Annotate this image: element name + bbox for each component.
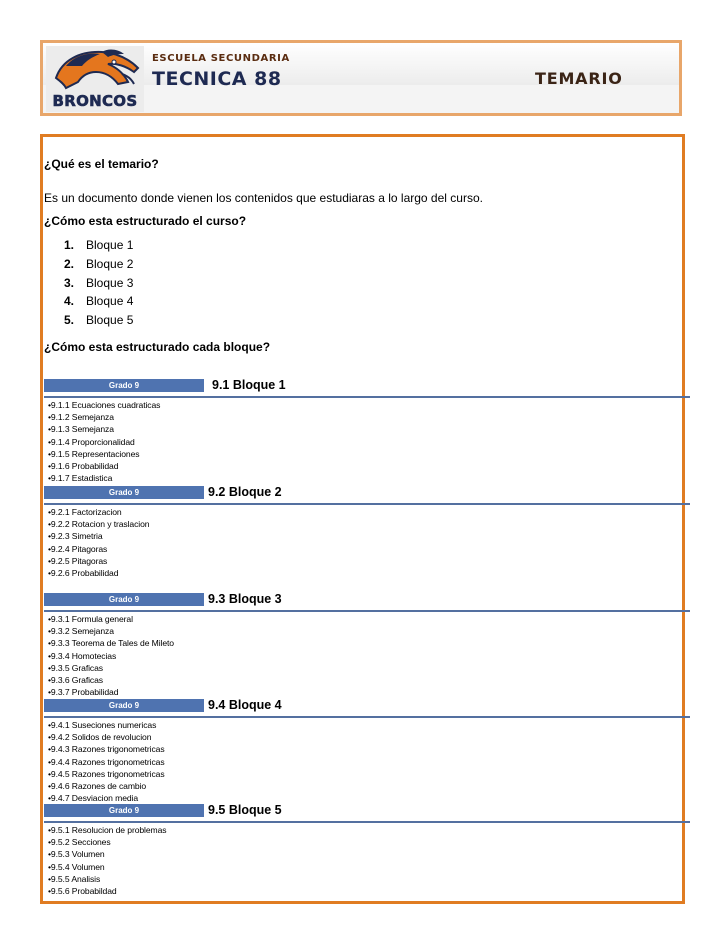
- bloque-title: 9.3 Bloque 3: [208, 592, 282, 606]
- bloque-items: [48, 613, 174, 698]
- list-item: •9.5.3 Volumen: [48, 849, 105, 860]
- list-item: •9.3.7 Probabilidad: [48, 687, 119, 698]
- list-item: •9.5.4 Volumen: [48, 861, 105, 872]
- list-item: •9.4.2 Solidos de revolucion: [48, 732, 152, 743]
- list-item: •9.4.5 Razones trigonometricas: [48, 768, 165, 779]
- list-item: •9.4.3 Razones trigonometricas: [48, 744, 165, 755]
- list-item: •9.1.3 Semejanza: [48, 424, 114, 435]
- list-item: •9.5.1 Resolucion de problemas: [48, 825, 167, 835]
- bloque-title: 9.1 Bloque 1: [212, 378, 286, 392]
- list-item: •9.3.4 Homotecias: [48, 650, 117, 661]
- bloque-rule: [44, 396, 690, 398]
- bloque-rule: [44, 610, 690, 612]
- bloque-rule: [44, 503, 690, 505]
- grado-bar: Grado 9: [44, 699, 204, 712]
- bloque-rule: [44, 821, 690, 823]
- list-number: 2.: [64, 256, 75, 271]
- list-item: [64, 276, 133, 295]
- list-label: Bloque 1: [86, 238, 134, 252]
- list-item: •9.3.2 Semejanza: [48, 626, 114, 637]
- list-item: •9.1.4 Proporcionalidad: [48, 436, 135, 447]
- list-item: •9.2.5 Pitagoras: [48, 555, 108, 566]
- bloque-title: 9.5 Bloque 5: [208, 803, 282, 817]
- list-item: •9.1.1 Ecuaciones cuadraticas: [48, 400, 161, 410]
- bloque-title: 9.4 Bloque 4: [208, 698, 282, 712]
- bloque-items: [48, 824, 166, 897]
- bloque-title: 9.2 Bloque 2: [208, 485, 282, 499]
- list-label: Bloque 5: [86, 313, 134, 328]
- list-item: [64, 257, 133, 276]
- broncos-logo: [46, 46, 144, 112]
- bloque-rule: [44, 716, 690, 718]
- page-title: TEMARIO: [535, 69, 623, 88]
- list-item: •9.4.1 Suseciones numericas: [48, 720, 157, 730]
- list-label: Bloque 4: [86, 294, 134, 309]
- bloque-items: [48, 399, 160, 484]
- list-item: •9.2.4 Pitagoras: [48, 543, 108, 554]
- bronco-horse-icon: [52, 48, 142, 94]
- list-number: 3.: [64, 275, 75, 290]
- school-name-line2: TECNICA 88: [152, 68, 282, 90]
- list-item: •9.2.6 Probabilidad: [48, 567, 119, 578]
- list-item: •9.5.5 Analisis: [48, 873, 101, 884]
- list-label: Bloque 3: [86, 275, 134, 290]
- list-item: [64, 313, 133, 332]
- list-item: •9.2.3 Simetria: [48, 531, 103, 542]
- list-item: •9.2.2 Rotacion y traslacion: [48, 519, 150, 530]
- list-item: •9.3.5 Graficas: [48, 662, 104, 673]
- answer-what-is-temario: Es un documento donde vienen los contenidos que estudiaras a lo largo del curso.: [44, 191, 483, 205]
- list-item: •9.5.6 Probabildad: [48, 885, 117, 896]
- course-block-list: [64, 238, 133, 332]
- logo-text: BRONCOS: [52, 92, 138, 110]
- list-item: •9.1.5 Representaciones: [48, 448, 140, 459]
- list-item: •9.1.6 Probabilidad: [48, 460, 119, 471]
- list-item: •9.1.7 Estadistica: [48, 473, 113, 484]
- list-item: •9.3.3 Teorema de Tales de Mileto: [48, 638, 174, 649]
- list-item: •9.3.6 Graficas: [48, 674, 104, 685]
- list-item: •9.3.1 Formula general: [48, 614, 133, 624]
- bloque-items: [48, 506, 149, 579]
- list-item: •9.4.7 Desviacion media: [48, 793, 139, 804]
- grado-bar: Grado 9: [44, 486, 204, 499]
- question-what-is-temario: ¿Qué es el temario?: [44, 157, 159, 171]
- grado-bar: Grado 9: [44, 379, 204, 392]
- grado-bar: Grado 9: [44, 804, 204, 817]
- list-item: [64, 294, 133, 313]
- list-number: 5.: [64, 313, 75, 328]
- list-item: •9.1.2 Semejanza: [48, 412, 114, 423]
- question-course-structure: ¿Cómo esta estructurado el curso?: [44, 214, 247, 228]
- list-item: •9.5.2 Secciones: [48, 837, 111, 848]
- question-block-structure: ¿Cómo esta estructurado cada bloque?: [44, 340, 271, 354]
- bloque-items: [48, 719, 165, 804]
- grado-bar: Grado 9: [44, 593, 204, 606]
- header-banner: [40, 40, 682, 116]
- list-label: Bloque 2: [86, 256, 134, 271]
- list-item: •9.4.6 Razones de cambio: [48, 780, 147, 791]
- school-name-line1: ESCUELA SECUNDARIA: [152, 53, 290, 64]
- list-item: •9.4.4 Razones trigonometricas: [48, 756, 165, 767]
- list-item: [64, 238, 133, 257]
- list-item: •9.2.1 Factorizacion: [48, 507, 122, 517]
- list-number: 1.: [64, 238, 75, 252]
- list-number: 4.: [64, 294, 75, 309]
